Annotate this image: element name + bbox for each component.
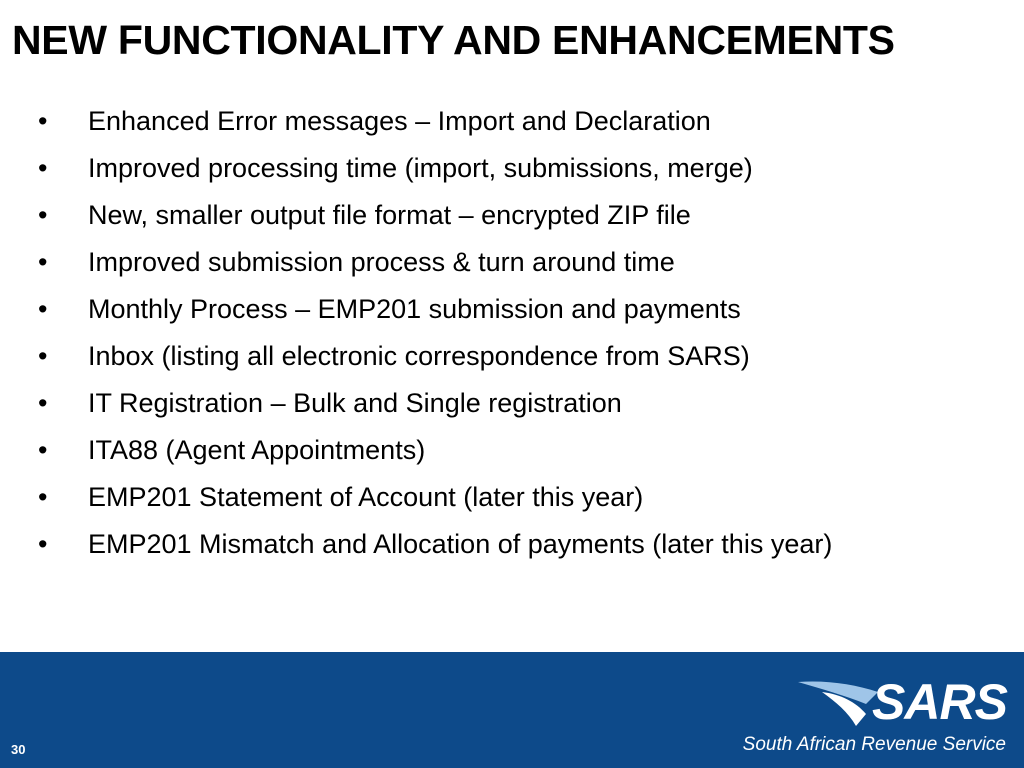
bullet-text: Monthly Process – EMP201 submission and payments <box>88 294 741 324</box>
bullet-icon: • <box>38 247 48 277</box>
bullet-text: Improved processing time (import, submissions, merge) <box>88 153 753 183</box>
bullet-text: EMP201 Mismatch and Allocation of payments (later this year) <box>88 529 833 559</box>
bullet-icon: • <box>38 341 48 371</box>
bullet-icon: • <box>38 153 48 183</box>
bullet-text: New, smaller output file format – encrypted ZIP file <box>88 200 691 230</box>
bullet-text: Enhanced Error messages – Import and Declaration <box>88 106 711 136</box>
bullet-icon: • <box>38 200 48 230</box>
bullet-text: ITA88 (Agent Appointments) <box>88 435 426 465</box>
bullet-text: EMP201 Statement of Account (later this year) <box>88 482 644 512</box>
bullet-icon: • <box>38 388 48 418</box>
bullet-icon: • <box>38 482 48 512</box>
brand-tagline: South African Revenue Service <box>742 734 1006 755</box>
sars-logo-icon <box>796 672 1010 730</box>
page-number: 30 <box>11 742 26 757</box>
bullet-text: IT Registration – Bulk and Single registration <box>88 388 622 418</box>
bullet-icon: • <box>38 435 48 465</box>
bullet-text: Improved submission process & turn around time <box>88 247 675 277</box>
bullet-icon: • <box>38 529 48 559</box>
bullet-text: Inbox (listing all electronic correspondence from SARS) <box>88 341 750 371</box>
slide-title: NEW FUNCTIONALITY AND ENHANCEMENTS <box>12 17 895 63</box>
logo-text: SARS <box>872 674 1007 730</box>
bullet-icon: • <box>38 294 48 324</box>
bullet-icon: • <box>38 106 48 136</box>
